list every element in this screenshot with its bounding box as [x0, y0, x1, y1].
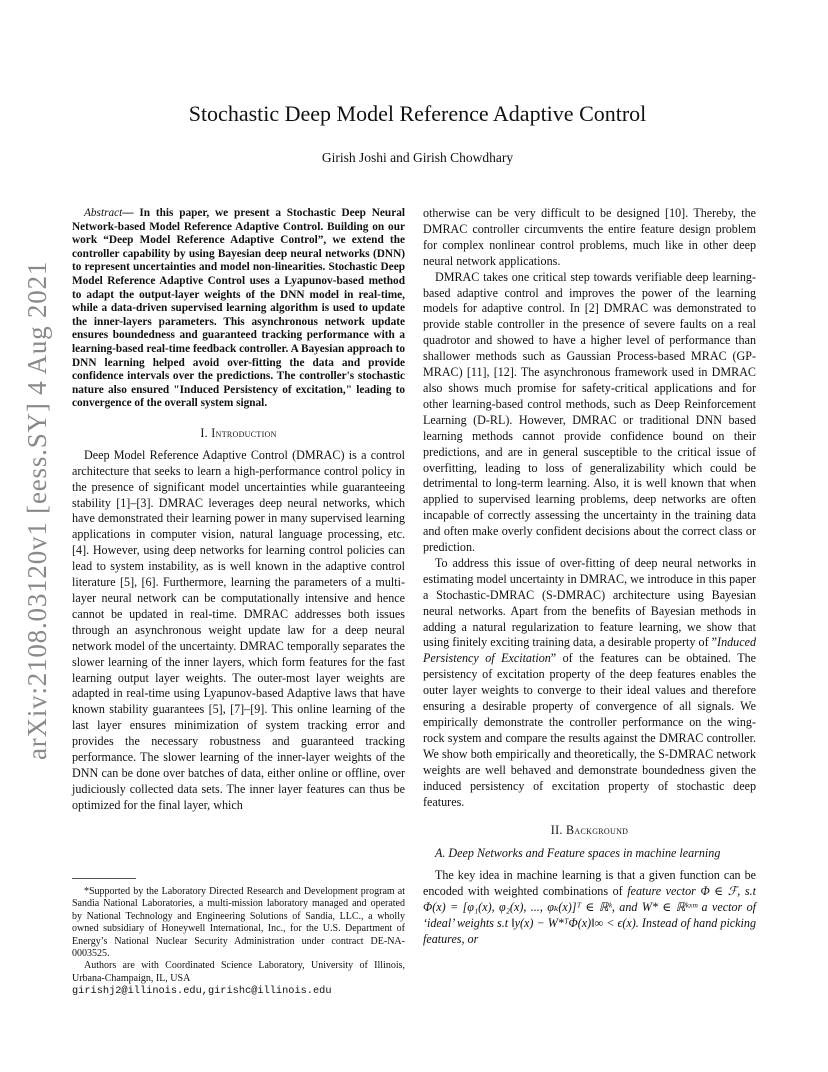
footnote-funding: *Supported by the Laboratory Directed Research and Development program at Sandia National Laboratories, a multi-mission laboratory managed and operated by National Technology and Engineering Solutions of Sandia, LLC., a wholly owned subsidiary of Honeywell International, Inc., for the U.S. Department of Energy’s National Nuclear Security Administration under contract DE-NA-0003525. [72, 886, 405, 960]
footnote-rule [72, 878, 136, 879]
right-paragraph-1: otherwise can be very difficult to be designed [10]. Thereby, the DMRAC controller circumvents the entire feature design problem for complex nonlinear control problems, much like in other deep neural network applications. [423, 206, 756, 268]
footnote-affiliation: Authors are with Coordinated Science Laboratory, University of Illinois, Urbana-Champaign, IL, USA [72, 960, 405, 984]
subsection-heading-a: A. Deep Networks and Feature spaces in machine learning [435, 846, 721, 861]
intro-paragraph-1: Deep Model Reference Adaptive Control (DMRAC) is a control architecture that seeks to learn a high-performance control policy in the presence of significant model uncertainties while guaranteeing stability [1]–[3]. DMRAC leverages deep neural networks, which have demonstrated their learning power in many supervised learning applications in computer vision, natural language processing, etc. [4]. However, using deep networks for learning control policies can lead to system instability, as is well known in the adaptive control literature [5], [6]. Furthermore, learning the parameters of a multi-layer neural network can be computationally intensive and hence cannot be updated in real-time. DMRAC addresses both issues through an asynchronous weight update law for a deep neural network model of the uncertainty. DMRAC temporally separates the slower learning of the inner layers, which form features for the fast learning output layer weights. The outer-most layer weights are adapted in real-time using Lyapunov-based Adaptive laws that have known stability guarantees [5], [7]–[9]. This online learning of the last layer ensures minimization of system tracking error and provides the necessary robustness and guaranteed tracking performance. The slower learning of the inner-layer weights of the DNN can be done over batches of data, either online or offline, over judiciously collected data sets. The inner layer features can thus be optimized for the final layer, which [72, 447, 405, 812]
arxiv-identifier-stamp: arXiv:2108.03120v1 [eess.SY] 4 Aug 2021 [22, 260, 52, 760]
background-paragraph-1: The key idea in machine learning is that a given function can be encoded with weighted combinations of feature vector Φ ∈ ℱ, s.t Φ(x) = [φ₁(x), φ₂(x), ..., φₖ(x)]ᵀ ∈ ℝᵏ, and W* ∈ ℝᵏˣᵐ a vector of ‘ideal’ weights s.t ‖y(x) − W*ᵀΦ(x)‖∞ < ϵ(x). Instead of hand picking features, or [423, 868, 756, 946]
abstract-lead: Abstract [84, 207, 123, 219]
paper-title: Stochastic Deep Model Reference Adaptive Control [188, 101, 647, 126]
footnote [72, 886, 405, 998]
footnote-emails: girishj2@illinois.edu,girishc@illinois.edu [72, 985, 332, 998]
right-paragraph-2: DMRAC takes one critical step towards verifiable deep learning-based adaptive control and improves the power of the learning models for adaptive control. In [2] DMRAC was demonstrated to provide stable controller in the presence of severe faults on a real quadrotor and showed to have a higher level of performance than shallower methods such as Gaussian Process-based MRAC (GP-MRAC) [11], [12]. The asynchronous framework used in DMRAC also shows much promise for safety-critical applications and for other learning-based control methods, such as Deep Reinforcement Learning (D-RL). However, DMRAC or traditional DNN based learning methods cannot provide confidence bound on their predictions, and are in general susceptible to the critical issue of overfitting, leading to loss of generalizability which could be detrimental to long-term learning. Also, it is well known that when applied to supervised learning problems, deep networks are often incapable of correctly assessing the uncertainty in the training data and often make overly confident decisions about the correct class or prediction. [423, 269, 756, 555]
abstract-text: — In this paper, we present a Stochastic Deep Neural Network-based Model Reference Adaptive Control. Building on our work “Deep Model Reference Adaptive Control”, we extend the controller capability by using Bayesian deep neural networks (DNN) to represent uncertainties and model non-linearities. Stochastic Deep Model Reference Adaptive Control uses a Lyapunov-based method to adapt the output-layer weights of the DNN model in real-time, while a data-driven supervised learning algorithm is used to update the inner-layers parameters. This asynchronous network update ensures boundedness and guaranteed tracking performance with a learning-based real-time feedback controller. A Bayesian approach to DNN learning helped avoid over-fitting the data and provide confidence intervals over the predictions. The controller's stochastic nature also ensured "Induced Persistency of excitation," leading to convergence of the overall system signal. [72, 207, 405, 410]
right-column [423, 206, 756, 948]
paper-authors: Girish Joshi and Girish Chowdhary [321, 150, 514, 165]
right-paragraph-3: To address this issue of over-fitting of deep neural networks in estimating model uncertainty in DMRAC, we introduce in this paper a Stochastic-DMRAC (S-DMRAC) architecture using Bayesian neural networks. Apart from the benefits of Bayesian methods in adding a natural regularization to feature learning, we show that using finitely exciting training data, a desirable property of ”Induced Persistency of Excitation” of the features can be obtained. The persistency of excitation property of the deep features enables the outer layer weights to converge to their ideal values and therefore ensuring a desirable property of convergence of all signals. We empirically demonstrate the controller performance on the wing-rock system and compare the results against the DMRAC controller. We show both empirically and theoretically, the S-DMRAC network weights are well behaved and demonstrate boundedness given the induced persistency of excitation property of stochastic deep features. [423, 555, 756, 809]
left-column [72, 207, 405, 814]
abstract [72, 207, 405, 411]
section-heading-introduction: I. Introduction [200, 425, 277, 440]
section-heading-background: II. Background [550, 823, 629, 838]
